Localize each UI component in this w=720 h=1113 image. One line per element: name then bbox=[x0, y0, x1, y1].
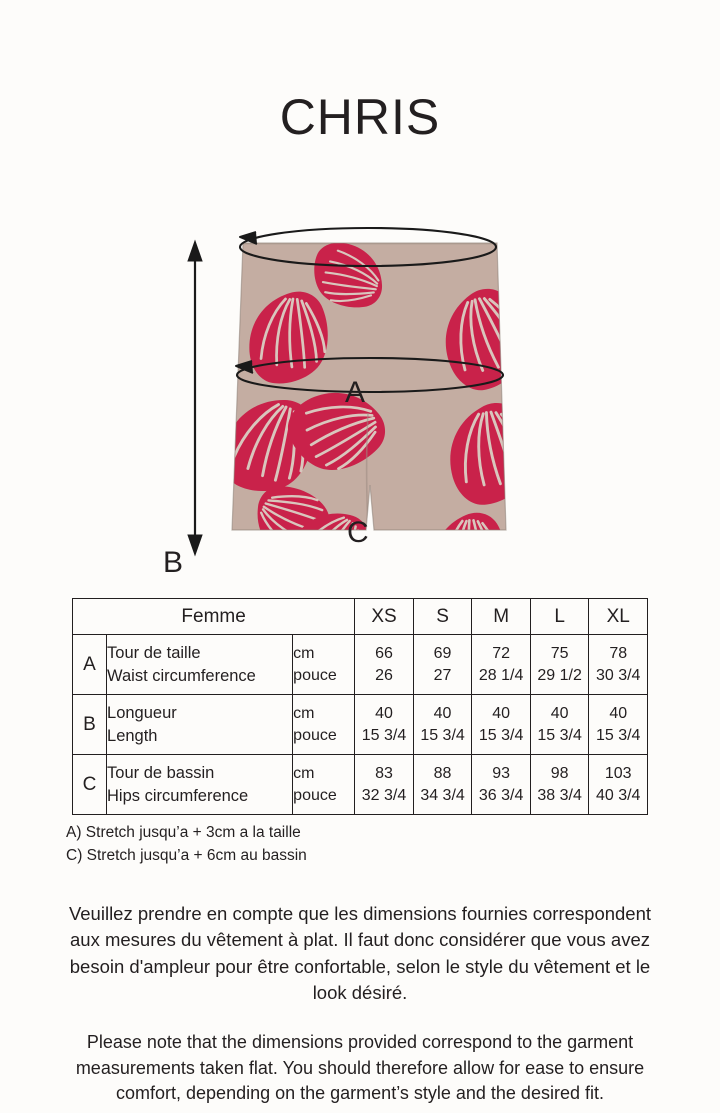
cell-value bbox=[355, 695, 414, 755]
unit-imperial: pouce bbox=[293, 786, 337, 804]
row-units bbox=[293, 635, 355, 695]
value-inch: 15 3/4 bbox=[595, 726, 641, 744]
value-inch: 15 3/4 bbox=[478, 726, 524, 744]
measurement-name-en: Hips circumference bbox=[107, 786, 249, 805]
unit-metric: cm bbox=[293, 644, 315, 662]
value-cm: 88 bbox=[433, 764, 452, 782]
value-inch: 34 3/4 bbox=[420, 786, 465, 804]
unit-metric: cm bbox=[293, 704, 315, 722]
value-inch: 32 3/4 bbox=[361, 786, 407, 804]
table-row bbox=[73, 755, 648, 815]
value-inch: 40 3/4 bbox=[595, 786, 641, 804]
unit-metric: cm bbox=[293, 764, 315, 782]
value-cm: 40 bbox=[433, 704, 452, 722]
stretch-note-c: C) Stretch jusqu’a + 6cm au bassin bbox=[66, 847, 307, 865]
value-inch: 27 bbox=[433, 666, 452, 684]
value-cm: 40 bbox=[550, 704, 569, 722]
row-letter: B bbox=[73, 695, 107, 755]
stretch-note-a: A) Stretch jusqu’a + 3cm a la taille bbox=[66, 824, 301, 841]
cell-value bbox=[530, 755, 589, 815]
value-cm: 72 bbox=[492, 644, 510, 662]
cell-value bbox=[589, 755, 648, 815]
cell-value bbox=[530, 635, 589, 695]
value-cm: 83 bbox=[375, 764, 393, 782]
header-size-m: M bbox=[472, 599, 531, 635]
value-inch: 36 3/4 bbox=[478, 786, 524, 804]
page-title: CHRIS bbox=[279, 89, 441, 145]
cell-value bbox=[355, 755, 414, 815]
size-chart-table bbox=[72, 598, 648, 815]
measurement-name-fr: Tour de taille bbox=[107, 644, 201, 663]
disclaimer-french: Veuillez prendre en compte que les dimensions fournies correspondent aux mesures du vêtement à plat. Il faut donc considérer que vous avez besoin d'ampleur pour être confortable, selon le style du vêtement et le look désiré. bbox=[68, 903, 652, 1003]
value-inch: 26 bbox=[375, 666, 393, 684]
unit-imperial: pouce bbox=[293, 726, 337, 744]
cell-value bbox=[413, 695, 472, 755]
value-inch: 15 3/4 bbox=[537, 726, 582, 744]
value-cm: 93 bbox=[492, 764, 510, 782]
measurement-name-fr: Longueur bbox=[107, 704, 177, 723]
header-size-xl: XL bbox=[589, 599, 648, 635]
value-cm: 78 bbox=[609, 644, 628, 662]
cell-value bbox=[589, 635, 648, 695]
disclaimer-english: Please note that the dimensions provided correspond to the garment measurements taken flat. You should therefore allow for ease to ensure comfort, depending on the garment’s style and the desired fit. bbox=[75, 1032, 645, 1104]
cell-value bbox=[472, 635, 531, 695]
table-row bbox=[73, 635, 648, 695]
measurement-name-en: Length bbox=[107, 726, 158, 745]
dimension-label-c: C bbox=[347, 516, 369, 549]
value-cm: 40 bbox=[375, 704, 393, 722]
value-cm: 66 bbox=[375, 644, 393, 662]
header-group-label: Femme bbox=[73, 599, 355, 635]
cell-value bbox=[472, 695, 531, 755]
unit-imperial: pouce bbox=[293, 666, 337, 684]
cell-value bbox=[472, 755, 531, 815]
row-letter: C bbox=[73, 755, 107, 815]
row-measurement-name bbox=[107, 635, 293, 695]
value-cm: 40 bbox=[609, 704, 628, 722]
cell-value bbox=[413, 755, 472, 815]
value-inch: 15 3/4 bbox=[420, 726, 465, 744]
value-cm: 98 bbox=[550, 764, 569, 782]
row-measurement-name bbox=[107, 695, 293, 755]
value-inch: 38 3/4 bbox=[537, 786, 582, 804]
value-cm: 75 bbox=[550, 644, 569, 662]
row-measurement-name bbox=[107, 755, 293, 815]
cell-value bbox=[589, 695, 648, 755]
value-cm: 69 bbox=[433, 644, 452, 662]
value-inch: 30 3/4 bbox=[595, 666, 641, 684]
value-cm: 103 bbox=[604, 764, 632, 782]
value-inch: 29 1/2 bbox=[537, 666, 582, 684]
header-size-l: L bbox=[530, 599, 589, 635]
garment-diagram bbox=[0, 185, 720, 580]
cell-value bbox=[530, 695, 589, 755]
dimension-label-a: A bbox=[345, 376, 366, 409]
header-size-s: S bbox=[413, 599, 472, 635]
value-inch: 15 3/4 bbox=[361, 726, 407, 744]
row-units bbox=[293, 695, 355, 755]
row-units bbox=[293, 755, 355, 815]
dimension-label-b: B bbox=[163, 546, 184, 579]
header-size-xs: XS bbox=[355, 599, 414, 635]
value-cm: 40 bbox=[492, 704, 510, 722]
value-inch: 28 1/4 bbox=[478, 666, 524, 684]
table-header-row bbox=[73, 599, 648, 635]
cell-value bbox=[355, 635, 414, 695]
measurement-name-fr: Tour de bassin bbox=[107, 764, 215, 783]
measurement-name-en: Waist circumference bbox=[107, 666, 256, 685]
measure-guide-b bbox=[188, 241, 202, 555]
stretch-notes bbox=[66, 821, 566, 868]
row-letter: A bbox=[73, 635, 107, 695]
garment-fabric bbox=[218, 235, 547, 580]
cell-value bbox=[413, 635, 472, 695]
table-row bbox=[73, 695, 648, 755]
